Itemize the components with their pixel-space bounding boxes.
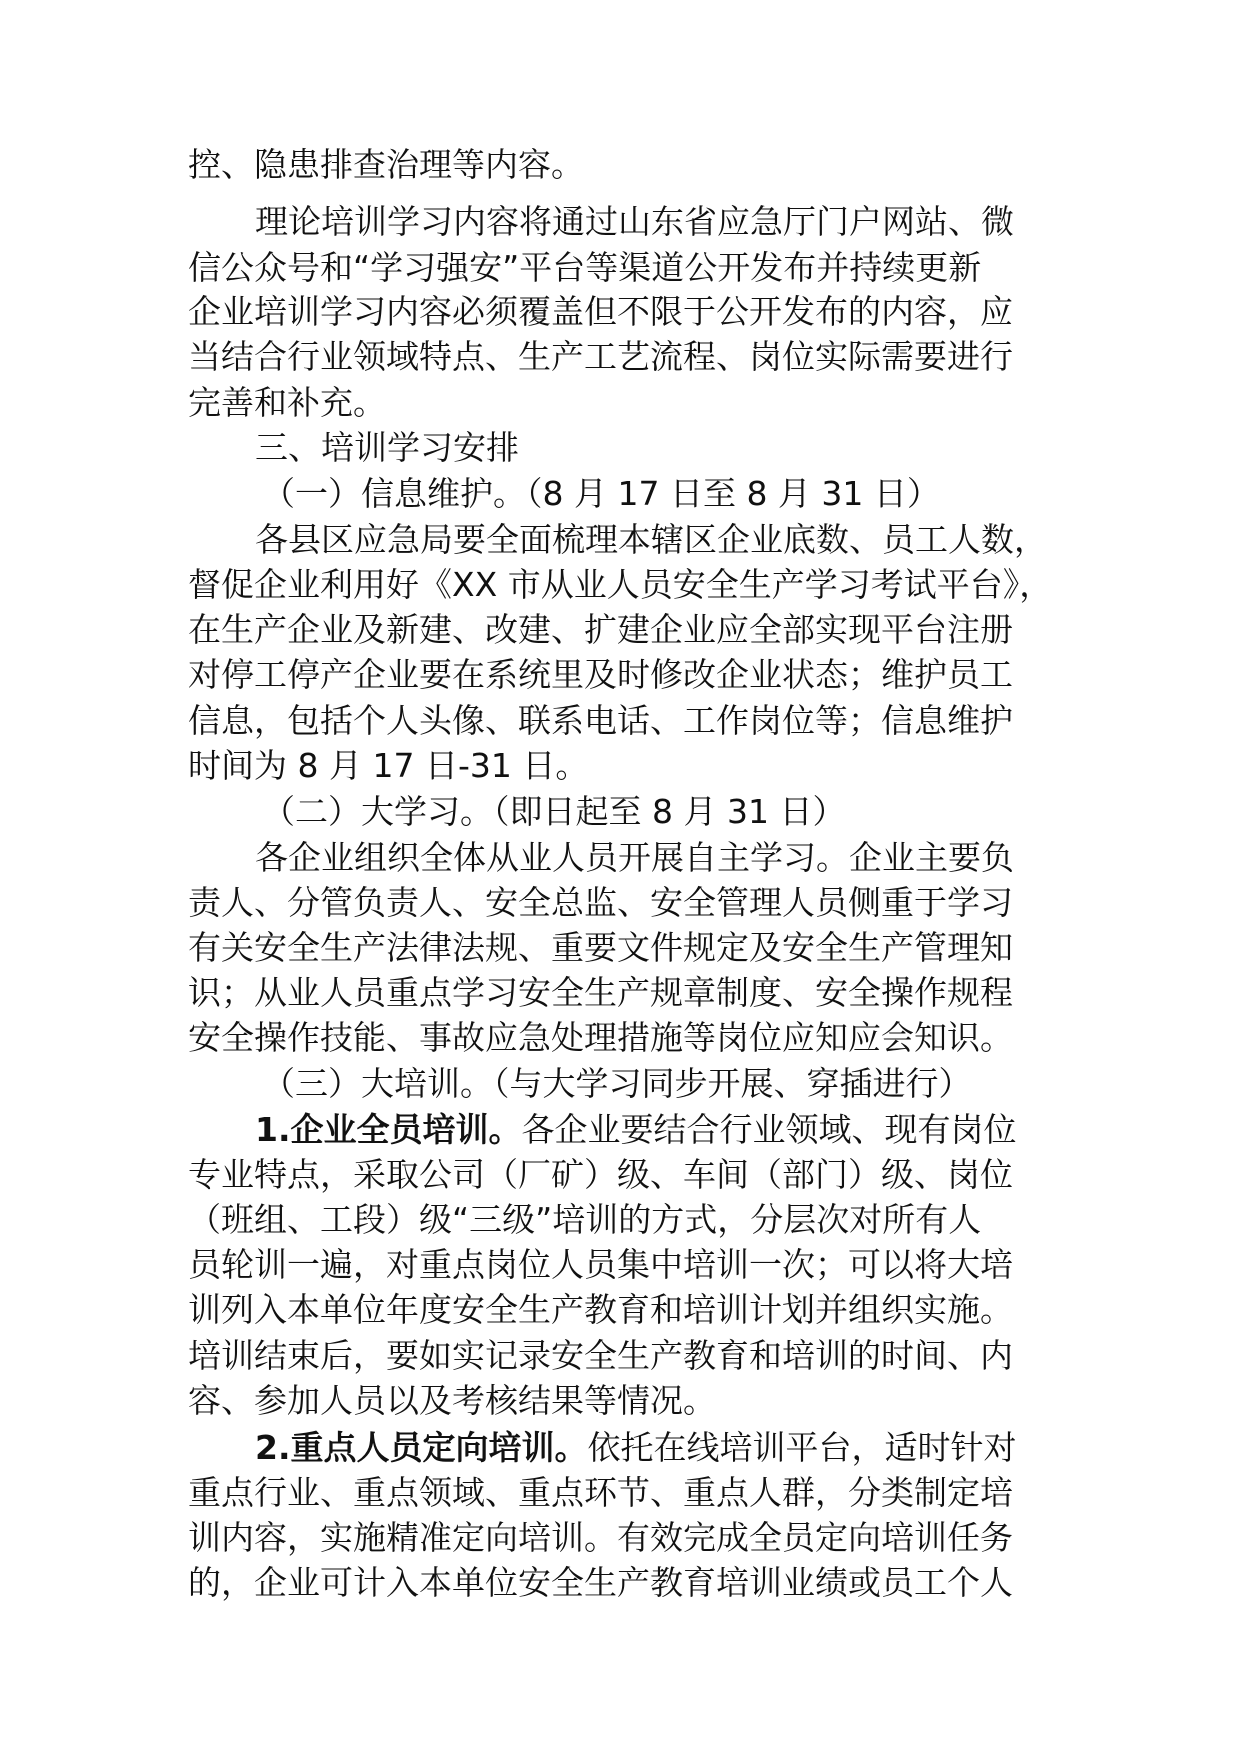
body-line: 训列入本单位年度安全生产教育和培训计划并组织实施。 (188, 1290, 1013, 1329)
section-heading: 三、培训学习安排 (255, 428, 519, 467)
subsection-heading: （二）大学习。（即日起至 8 月 31 日） (262, 792, 846, 831)
body-line: 责人、分管负责人、安全总监、安全管理人员侧重于学习 (188, 883, 1013, 922)
body-line: 重点行业、重点领域、重点环节、重点人群，分类制定培 (188, 1473, 1013, 1512)
body-line: 在生产企业及新建、改建、扩建企业应全部实现平台注册 (188, 610, 1013, 649)
body-line: 员轮训一遍，对重点岗位人员集中培训一次；可以将大培 (188, 1245, 1013, 1284)
body-line: 时间为 8 月 17 日-31 日。 (188, 746, 589, 785)
body-line: 有关安全生产法律法规、重要文件规定及安全生产管理知 (188, 928, 1013, 967)
body-line: 各企业组织全体从业人员开展自主学习。企业主要负 (255, 838, 1014, 877)
subsection-heading: （三）大培训。（与大学习同步开展、穿插进行） (262, 1064, 972, 1103)
bold-item-label: 2.重点人员定向培训。 (255, 1428, 588, 1467)
body-line: 培训结束后，要如实记录安全生产教育和培训的时间、内 (188, 1336, 1013, 1375)
body-line: 安全操作技能、事故应急处理措施等岗位应知应会知识。 (188, 1018, 1013, 1057)
body-line: 训内容，实施精准定向培训。有效完成全员定向培训任务 (188, 1518, 1013, 1557)
body-line (255, 1426, 1017, 1470)
body-line: 督促企业利用好《XX 市从业人员安全生产学习考试平台》， (188, 565, 1053, 604)
body-line: 企业培训学习内容必须覆盖但不限于公开发布的内容，应 (188, 292, 1013, 331)
body-line: 各县区应急局要全面梳理本辖区企业底数、员工人数， (255, 520, 1047, 559)
body-line: 控、隐患排查治理等内容。 (188, 145, 584, 184)
body-line: 容、参加人员以及考核结果等情况。 (188, 1381, 716, 1420)
body-text: 各企业要结合行业领域、现有岗位 (521, 1110, 1017, 1149)
body-line: 识；从业人员重点学习安全生产规章制度、安全操作规程 (188, 973, 1013, 1012)
body-line: 理论培训学习内容将通过山东省应急厅门户网站、微 (255, 202, 1014, 241)
body-text: 依托在线培训平台，适时针对 (587, 1428, 1017, 1467)
body-line: 对停工停产企业要在系统里及时修改企业状态；维护员工 (188, 655, 1013, 694)
body-line: 完善和补充。 (188, 383, 386, 422)
body-line: 的，企业可计入本单位安全生产教育培训业绩或员工个人 (188, 1563, 1013, 1602)
body-line: 专业特点，采取公司（厂矿）级、车间（部门）级、岗位 (188, 1155, 1013, 1194)
body-line: 信公众号和“学习强安”平台等渠道公开发布并持续更新 (188, 248, 982, 287)
subsection-heading: （一）信息维护。（8 月 17 日至 8 月 31 日） (262, 474, 940, 513)
body-line: 信息，包括个人头像、联系电话、工作岗位等；信息维护 (188, 701, 1013, 740)
bold-item-label: 1.企业全员培训。 (255, 1110, 522, 1149)
body-line: 当结合行业领域特点、生产工艺流程、岗位实际需要进行 (188, 337, 1013, 376)
body-line (255, 1108, 1017, 1152)
body-line: （班组、工段）级“三级”培训的方式，分层次对所有人 (188, 1200, 982, 1239)
